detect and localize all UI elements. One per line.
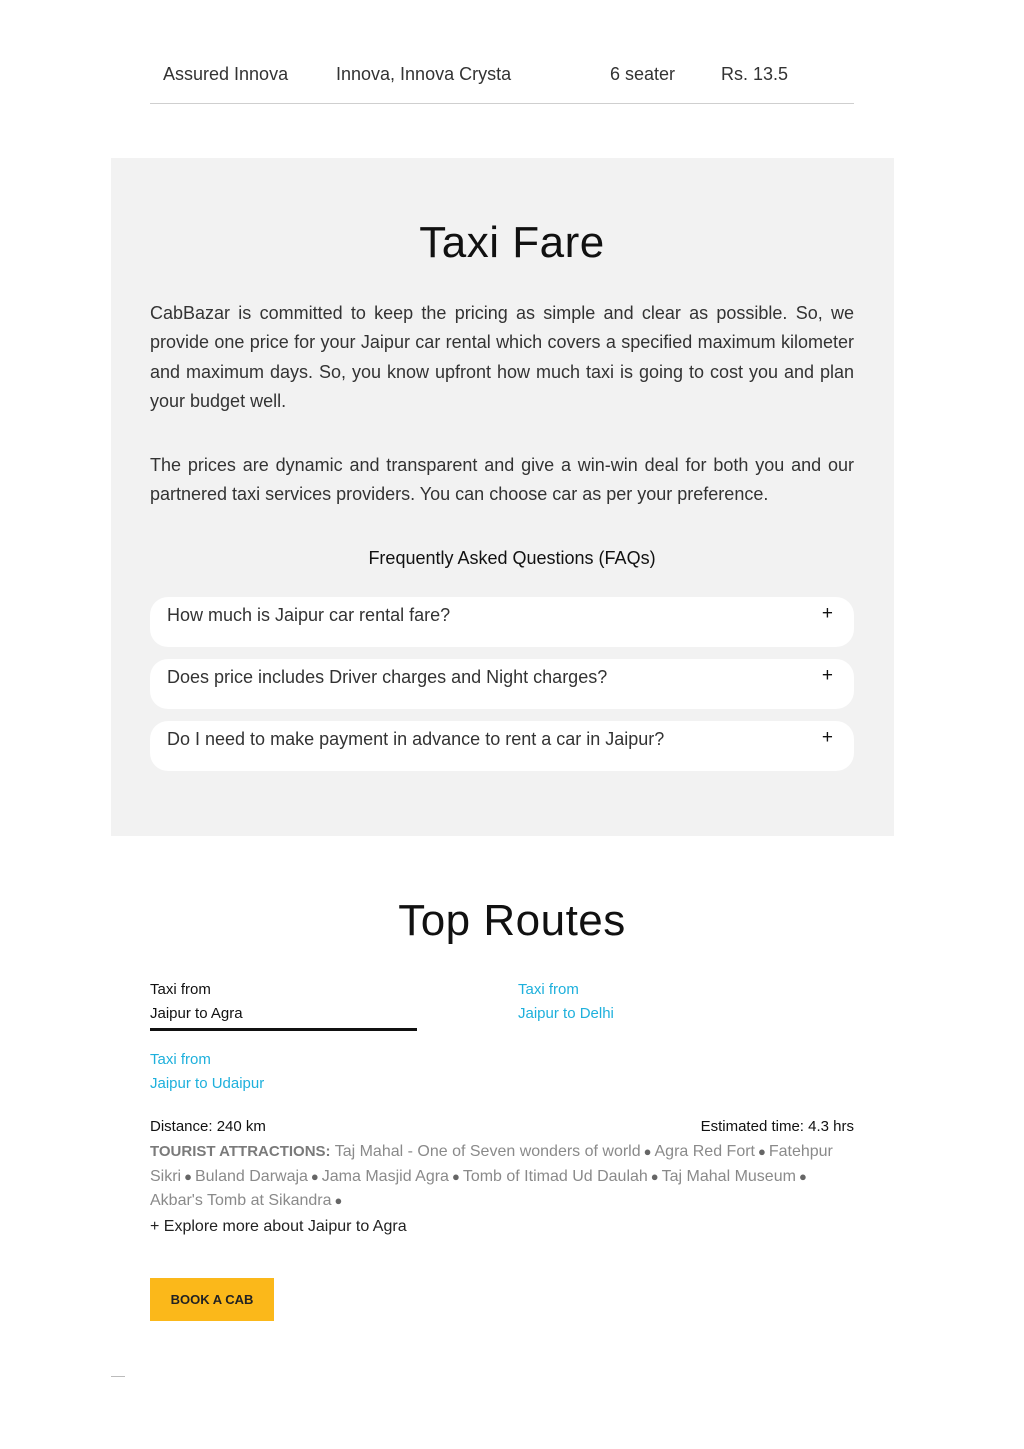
time-label: Estimated time: [700, 1118, 804, 1135]
distance-info [150, 1118, 266, 1135]
route-tab-line1: Taxi from [150, 1051, 211, 1068]
taxi-fare-title: Taxi Fare [419, 218, 605, 267]
faq-item[interactable] [150, 597, 854, 647]
attraction-item: Akbar's Tomb at Sikandra [150, 1192, 332, 1209]
distance-label: Distance: [150, 1118, 213, 1135]
tourist-attractions: TOURIST ATTRACTIONS: Taj Mahal - One of Seven wonders of world ● Agra Red Fort ● Fatehpur Sikri ● Buland Darwaja ● Jama Masjid Agra ● Tomb of Itimad Ud Daulah ● Taj Mahal Museum ● Akbar's Tomb at Sikandra ● [150, 1143, 833, 1209]
route-tab-line1: Taxi from [518, 981, 579, 998]
attractions-label: TOURIST ATTRACTIONS [150, 1143, 326, 1160]
attraction-item: Agra Red Fort [654, 1143, 755, 1160]
fare-paragraph-1: CabBazar is committed to keep the pricing as simple and clear as possible. So, we provide one price for your Jaipur car rental which covers a specified maximum kilometer and maximum days. So, you know upfront how much taxi is going to cost you and plan your budget well. [150, 303, 854, 411]
faq-item[interactable] [150, 721, 854, 771]
route-tab-jaipur-delhi[interactable] [518, 978, 614, 1026]
fleet-table-row [150, 58, 854, 104]
estimated-time-info [701, 1118, 854, 1135]
route-tab-line2: Jaipur to Agra [150, 1005, 243, 1022]
route-tab-jaipur-udaipur[interactable] [150, 1048, 264, 1096]
expand-plus-icon[interactable]: + [821, 665, 833, 686]
fare-paragraph-2: The prices are dynamic and transparent and give a win-win deal for both you and our partnered taxi services providers. You can choose car as per your preference. [150, 455, 854, 505]
route-tab-jaipur-agra[interactable] [150, 978, 417, 1031]
faq-question: How much is Jaipur car rental fare? [167, 605, 451, 625]
book-cab-button[interactable]: BOOK A CAB [150, 1278, 274, 1321]
route-tab-line1: Taxi from [150, 981, 211, 998]
route-tab-line2: Jaipur to Udaipur [150, 1075, 265, 1092]
faq-item[interactable] [150, 659, 854, 709]
faq-question: Do I need to make payment in advance to rent a car in Jaipur? [167, 729, 665, 749]
expand-plus-icon[interactable]: + [821, 727, 833, 748]
attraction-item: Fatehpur Sikri [150, 1143, 833, 1185]
attraction-item: Tomb of Itimad Ud Daulah [462, 1167, 648, 1185]
faq-heading: Frequently Asked Questions (FAQs) [368, 548, 656, 568]
fleet-models: Innova, Innova Crysta [336, 64, 512, 84]
attraction-item: Jama Masjid Agra [321, 1167, 449, 1185]
faq-question: Does price includes Driver charges and Night charges? [167, 667, 608, 687]
attraction-item: Taj Mahal - One of Seven wonders of world [334, 1143, 641, 1160]
expand-plus-icon[interactable]: + [821, 603, 833, 624]
attraction-item: Buland Darwaja [194, 1167, 308, 1185]
time-value: 4.3 hrs [808, 1118, 854, 1135]
attraction-item: Taj Mahal Museum [661, 1167, 796, 1185]
explore-more-link[interactable]: + Explore more about Jaipur to Agra [150, 1218, 407, 1235]
fleet-rate: Rs. 13.5 [721, 64, 789, 84]
fleet-seats: 6 seater [610, 64, 676, 84]
fleet-category: Assured Innova [163, 64, 289, 84]
divider-mark [111, 1376, 125, 1377]
top-routes-title: Top Routes [398, 896, 626, 945]
route-tab-line2: Jaipur to Delhi [518, 1005, 614, 1022]
distance-value: 240 km [216, 1118, 266, 1135]
